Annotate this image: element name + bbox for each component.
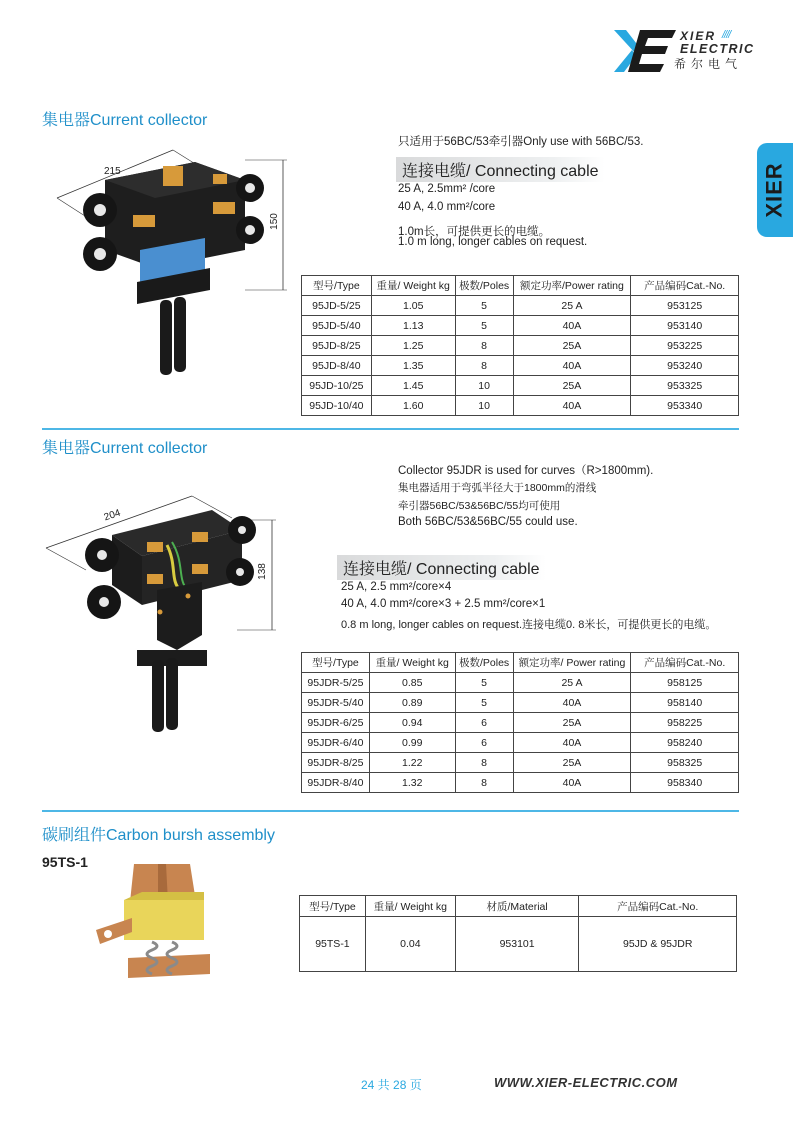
table-cell: 5: [455, 693, 513, 713]
logo-slashes: ////: [722, 29, 731, 41]
table-cell: 5: [455, 673, 513, 693]
table-cell: 1.22: [369, 753, 455, 773]
table-header-cell: 材质/Material: [455, 896, 579, 917]
section2-note: Collector 95JDR is used for curves（R>1800mm).: [398, 465, 654, 477]
xier-logo-mark-icon: [614, 30, 676, 72]
table-cell: 958240: [631, 733, 739, 753]
table-cell: 8: [455, 356, 513, 376]
carbon-brush-assembly-image: [92, 862, 222, 987]
table-row: [302, 773, 739, 793]
table-header-cell: 产品编码Cat.-No.: [631, 276, 739, 296]
table-cell: 95TS-1: [300, 917, 366, 972]
table-cell: 95JD-8/40: [302, 356, 372, 376]
table-cell: 0.04: [365, 917, 455, 972]
table-cell: 5: [455, 316, 513, 336]
table-cell: 6: [455, 733, 513, 753]
table-cell: 953340: [631, 396, 739, 416]
table-header-row: [302, 653, 739, 673]
table-header-cell: 型号/Type: [302, 653, 370, 673]
logo-text-xier: XIER: [680, 29, 717, 43]
table-cell: 40A: [513, 396, 631, 416]
dim-height-label: 138: [256, 563, 268, 580]
table-cell: 958140: [631, 693, 739, 713]
table-cell: 8: [455, 773, 513, 793]
table-cell: 10: [455, 376, 513, 396]
table-cell: 95JD-10/40: [302, 396, 372, 416]
table-header-cell: 额定功率/Power rating: [513, 276, 631, 296]
section2-cable-line: 0.8 m long, longer cables on request.连接电缆0. 8米长，可提供更长的电缆。: [341, 619, 717, 631]
table-cell: 40A: [513, 356, 631, 376]
section1-cable-title: 连接电缆/ Connecting cable: [396, 157, 605, 182]
table-row: [302, 396, 739, 416]
table-header-cell: 型号/Type: [302, 276, 372, 296]
section2-cable-line: 40 A, 4.0 mm²/core×3 + 2.5 mm²/core×1: [341, 598, 546, 610]
table-cell: 0.85: [369, 673, 455, 693]
table-cell: 8: [455, 336, 513, 356]
dim-width-label: 215: [104, 166, 121, 177]
table-cell: 1.32: [369, 773, 455, 793]
table-row: [302, 376, 739, 396]
table-row: [302, 693, 739, 713]
table-header-cell: 重量/ Weight kg: [365, 896, 455, 917]
section3-subtitle: 95TS-1: [42, 854, 88, 870]
section2-spec-table: [301, 652, 739, 793]
section2-note: Both 56BC/53&56BC/55 could use.: [398, 516, 578, 528]
section3-title: 碳刷组件Carbon bursh assembly: [42, 827, 275, 844]
table-cell: 95JDR-8/25: [302, 753, 370, 773]
table-row: [302, 713, 739, 733]
table-cell: 25 A: [513, 296, 631, 316]
table-cell: 40A: [513, 316, 631, 336]
table-row: [302, 316, 739, 336]
dim-width-label: 204: [102, 507, 122, 524]
table-cell: 10: [455, 396, 513, 416]
table-cell: 25A: [513, 336, 631, 356]
table-row: [302, 336, 739, 356]
section-divider: [42, 428, 739, 430]
table-header-cell: 重量/ Weight kg: [371, 276, 455, 296]
section-divider: [42, 810, 739, 812]
table-cell: 953125: [631, 296, 739, 316]
section1-cable-line: 25 A, 2.5mm² /core: [398, 183, 496, 195]
table-cell: 1.25: [371, 336, 455, 356]
table-cell: 95JD-5/40: [302, 316, 372, 336]
table-cell: 953101: [455, 917, 579, 972]
table-cell: 25 A: [513, 673, 631, 693]
section2-cable-line: 25 A, 2.5 mm²/core×4: [341, 581, 452, 593]
section1-note: 只适用于56BC/53牵引器Only use with 56BC/53.: [398, 136, 644, 148]
table-cell: 40A: [513, 733, 631, 753]
table-header-cell: 极数/Poles: [455, 653, 513, 673]
table-cell: 1.13: [371, 316, 455, 336]
section1-cable-line: 40 A, 4.0 mm²/core: [398, 201, 496, 213]
table-row: [302, 356, 739, 376]
table-cell: 25A: [513, 713, 631, 733]
table-header-cell: 型号/Type: [300, 896, 366, 917]
page-number: 24 共 28 页: [361, 1078, 422, 1092]
current-collector-95jdr-image: [42, 490, 292, 735]
table-row: [302, 296, 739, 316]
table-cell: 953325: [631, 376, 739, 396]
table-cell: 95JD-5/25: [302, 296, 372, 316]
table-cell: 953140: [631, 316, 739, 336]
table-header-cell: 产品编码Cat.-No.: [579, 896, 737, 917]
table-cell: 95JDR-5/40: [302, 693, 370, 713]
table-cell: 40A: [513, 693, 631, 713]
table-cell: 40A: [513, 773, 631, 793]
table-cell: 25A: [513, 376, 631, 396]
logo-text-chinese: 希尔电气: [674, 57, 743, 71]
table-cell: 95JD & 95JDR: [579, 917, 737, 972]
table-cell: 953225: [631, 336, 739, 356]
table-cell: 0.94: [369, 713, 455, 733]
section1-title: 集电器Current collector: [42, 112, 208, 129]
table-cell: 5: [455, 296, 513, 316]
table-cell: 958325: [631, 753, 739, 773]
section1-length-cn: 1.0m长，可提供更长的电缆。: [398, 226, 551, 238]
table-cell: 6: [455, 713, 513, 733]
table-cell: 0.89: [369, 693, 455, 713]
dim-height-label: 150: [268, 213, 280, 230]
side-tab-label: XIER: [762, 162, 788, 218]
table-row: [302, 753, 739, 773]
table-cell: 8: [455, 753, 513, 773]
table-header-cell: 极数/Poles: [455, 276, 513, 296]
section2-cable-title: 连接电缆/ Connecting cable: [337, 555, 546, 580]
table-cell: 95JDR-8/40: [302, 773, 370, 793]
section1-spec-table: [301, 275, 739, 416]
table-row: [302, 673, 739, 693]
table-cell: 95JD-10/25: [302, 376, 372, 396]
table-cell: 958225: [631, 713, 739, 733]
section2-note: 牵引器56BC/53&56BC/55均可使用: [398, 500, 561, 512]
table-header-row: [300, 896, 737, 917]
table-row: [300, 917, 737, 972]
section3-spec-table: [299, 895, 737, 972]
logo-text-electric: ELECTRIC: [680, 42, 755, 56]
table-header-row: [302, 276, 739, 296]
table-cell: 958125: [631, 673, 739, 693]
section2-title: 集电器Current collector: [42, 440, 208, 457]
table-row: [302, 733, 739, 753]
table-cell: 95JDR-6/25: [302, 713, 370, 733]
table-cell: 0.99: [369, 733, 455, 753]
table-header-cell: 额定功率/ Power rating: [513, 653, 631, 673]
table-cell: 1.45: [371, 376, 455, 396]
section1-length-en: 1.0 m long, longer cables on request.: [398, 236, 588, 248]
table-header-cell: 产品编码Cat.-No.: [631, 653, 739, 673]
section2-note: 集电器适用于弯弧半径大于1800mm的滑线: [398, 482, 597, 494]
website-link[interactable]: WWW.XIER-ELECTRIC.COM: [494, 1075, 678, 1090]
table-cell: 95JDR-5/25: [302, 673, 370, 693]
table-header-cell: 重量/ Weight kg: [369, 653, 455, 673]
table-cell: 1.05: [371, 296, 455, 316]
table-cell: 953240: [631, 356, 739, 376]
current-collector-95jd-image: [45, 140, 295, 380]
table-cell: 1.35: [371, 356, 455, 376]
table-cell: 95JDR-6/40: [302, 733, 370, 753]
table-cell: 1.60: [371, 396, 455, 416]
table-cell: 958340: [631, 773, 739, 793]
table-cell: 95JD-8/25: [302, 336, 372, 356]
table-cell: 25A: [513, 753, 631, 773]
